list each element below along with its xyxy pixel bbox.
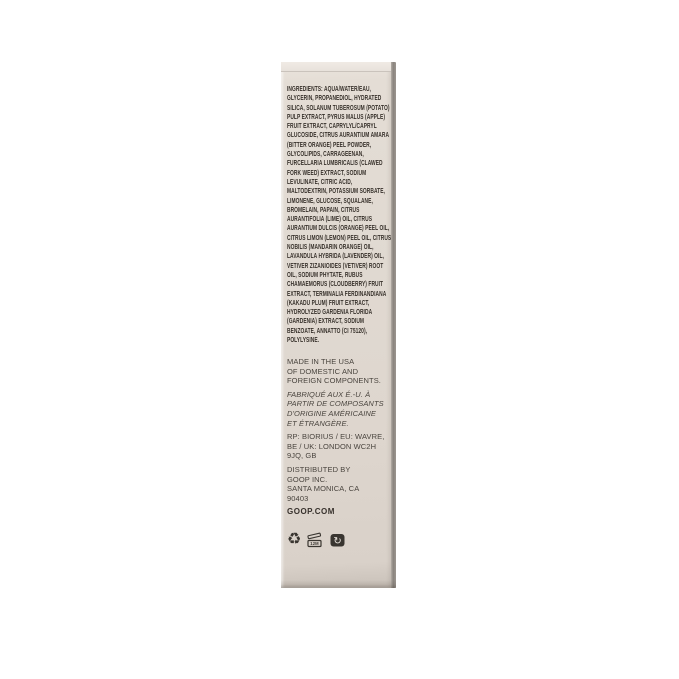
distributor-text	[287, 465, 393, 503]
recycle-icon: ♻	[287, 530, 302, 548]
recycle-arrow-glyph: ↻	[333, 536, 343, 548]
text-line: D'ORIGINE AMÉRICAINE	[287, 408, 376, 418]
text-line: PARTIR DE COMPOSANTS	[287, 399, 384, 409]
regulatory-info	[287, 357, 393, 550]
text-line: DISTRIBUTED BY	[287, 464, 351, 474]
box-back-label	[287, 62, 391, 588]
text-line: 9JQ, GB	[287, 451, 317, 461]
text-line: MADE IN THE USA	[287, 357, 355, 366]
text-line: GOOP INC.	[287, 474, 328, 484]
period-after-opening-icon	[306, 531, 324, 549]
text-line: OF DOMESTIC AND	[287, 366, 359, 376]
website-text: GOOP.COM	[287, 507, 335, 517]
text-line: ET ÉTRANGÈRE.	[287, 418, 349, 428]
text-line: SANTA MONICA, CA	[287, 484, 360, 494]
pao-duration-label: 12M	[310, 541, 320, 547]
recyclable-packaging-icon	[329, 531, 347, 549]
text-line: FOREIGN COMPONENTS.	[287, 376, 381, 386]
made-in-usa-text	[287, 357, 393, 386]
text-line: RP: BIORIUS / EU: WAVRE,	[287, 432, 385, 442]
packaging-icons-row	[287, 530, 393, 550]
ingredients-text: INGREDIENTS: AQUA/WATER/EAU, GLYCERIN, PROPANEDIOL, HYDRATED SILICA, SOLANUM TUBEROSUM (POTATO) PULP EXTRACT, PYRUS MALUS (APPLE) FRUIT EXTRACT, CAPRYLYL/CAPRYL GLUCOSIDE, CITRUS AURANTIUM AMARA (BITTER ORANGE) PEEL POWDER, GLYCOLIPIDS, CARRAGEENAN, FURCELLARIA LUMBRICALIS (CLAWED FORK WEED) EXTRACT, SODIUM LEVULINATE, CITRIC ACID, MALTODEXTRIN, POTASSIUM SORBATE, LIMONENE, GLUCOSE, SQUALANE, BROMELAIN, PAPAIN, CITRUS AURANTIFOLIA (LIME) OIL, CITRUS AURANTIUM DULCIS (ORANGE) PEEL OIL, CITRUS LIMON (LEMON) PEEL OIL, CITRUS NOBILIS (MANDARIN ORANGE) OIL, LAVANDULA HYBRIDA (LAVENDER) OIL, VETIVER ZIZANIOIDES (VETIVER) ROOT OIL, SODIUM PHYTATE, RUBUS CHAMAEMORUS (CLOUDBERRY) FRUIT EXTRACT, TERMINALIA FERDINANDIANA (KAKADU PLUM) FRUIT EXTRACT, HYDROLYZED GARDENIA FLORIDA (GARDENIA) EXTRACT, SODIUM BENZOATE, ANNATTO (CI 75120), POLYLYSINE.	[287, 84, 392, 345]
product-box	[281, 62, 396, 588]
text-line: BE / UK: LONDON WC2H	[287, 441, 377, 451]
made-in-french-text	[287, 390, 393, 428]
text-line: 90403	[287, 493, 309, 503]
responsible-person-text	[287, 432, 393, 461]
text-line: FABRIQUÉ AUX É.-U. À	[287, 389, 371, 399]
